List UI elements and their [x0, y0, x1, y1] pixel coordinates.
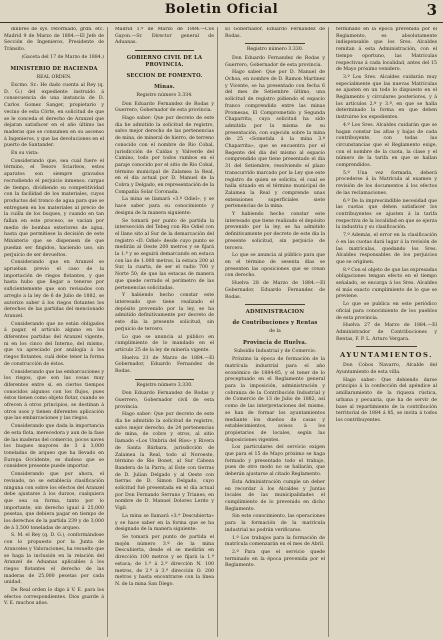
subheading: de la — [269, 329, 281, 335]
subheading: Registro número 3.330. — [136, 382, 193, 388]
paragraph: 1.º Los trabajos para la formación de matrícula comenzarán en el mes de Abril. — [225, 535, 325, 548]
paragraph: Considerando que las embarcaciones y los riegos, que son las cosas muy diferentes entre sí, en ciertos tiempos conocidos algunos con los flujos, pues éstos tienen como objeto flotar, cuando se ofrecen á otros principios, se destinan á otros usos y tienen diferentes aplicación que las embarcaciones y las riegos. — [4, 369, 104, 422]
paragraph: Hago saber: Que por decreto de este dia he admitido la solicitud de registro, salvo mejor derecho de las pertenencias de mina, de mineral de hierro, de terreno conocido con el nombre de Rio Cobal, jurisdicción de Caldas y Valverde del Camino, todo por todos rumbos en el paraje conocido por el sitio de Rio Cobal, término municipal de Zalamea la Real, en el dia actual por D. Manuel de la Cobra y Delgado, en representación de la Compañía Solar Coronada. — [115, 116, 214, 195]
paragraph: Hago saber: Que por D. Manuel de Ochoa, en nombre de D. Ramon Martinez y Vicente, se ha presentado con fecha 6 del mes de Setiembre último, una solicitud de registro pidiendo el espacio franco comprendido entre las minas Promesas, El Comprometido y Segunda Chaparrita; cuya solicitud ha sido admitida por la misma de su presentación, con sujeción sobre la mina de 25 «Sometida á la mina 3.º Chaparrita», que se encuentra por el Regente del dia del mismo al espacio comprendido que tiene presentado el dia 31 del Setiembre, resolviendo el plazo transcurrido marcado por la Ley que este registro de quien se solicita, el cual se halla situado en el término municipal de Zalamea la Real y comprende unas extensiones superficiales siete pertenencias de la mina. — [225, 70, 325, 210]
paragraph: Huelva 21 de Marzo de 1884.—El Gobernador, Eduardo Fernandez de Rodas. — [115, 355, 214, 375]
paragraph: Considerando que en Aranzel se aprueban previo el caso de la importación de riegos flotantes, y que hasta hubo que llegar a tenerse por suficientemente que son revisados con arreglo a la ley de 6 de Julio de 1882, se autorizo saber á los riegos flotantes los derechos de las partidas del mencionado Aranzel. — [4, 260, 104, 319]
section-heading: ADMINISTRACION — [245, 309, 305, 316]
paragraph: terminado en la época prevenida por el Reglamento, es absolutamente indispensable que los Sres. Alcaldes remitan á esta Administración, con el tiempo oportuno, las Matrículas respectivas á cada localidad, antes del 15 de Mayo próximo venidero. — [336, 27, 437, 73]
divider-rule — [356, 346, 417, 347]
column-4 — [336, 27, 440, 637]
section-heading: SECCION DE FOMENTO. — [126, 73, 203, 80]
paragraph: S. M. el Rey (q. D. G.), conformándose con lo propuesto por la Junta de Aranceles y Valoraciones, ha resuelto que se haga la inclusión en la relación del Aranzel de Aduanas aplicables á los riegos flotantes el derecho de las maderas de 25,000 pesetas por cada unidad. — [4, 533, 104, 586]
paragraph: Considerando que, sea cual fuere el término, el Tesoro Sciarleos, estos aparatos son siempre gravados recrudiendo el perjuicio inmenso, cargas de tiempo, dividiendo su competitividad con la facilidad de los materiales, cuyos productos del tronco de agua para que se entreguen en los materiales al precio de la cuilla de los buques, y cuando en tan fallan en este proceso, se vacian por medio de bombas exteriores de agua, hasta que permitiese la decisión de este Ministerio que se dispensen de que puedan ser fingidos, haciendo uso, sin perjuicio de ser devueltos. — [4, 158, 104, 258]
paragraph: Próximo la época de formación de la matrícula industrial para el año económico de 1884-85, y el tener de lo preceptuado en el Reglamento general para la imposición, administración y cobranza de la Contribución Industrial y de Comercio de 13 de Julio de 1882, así como de las interpretaciones del mismo, se han de formar los ayuntamientos mediante los dueños de casas y establecimientos, avisos á los propietarios de locales, según las disposiciones vigentes. — [225, 357, 325, 443]
subheading: Registro número 3.334. — [136, 93, 193, 99]
paragraph: El Gobernador, Eduardo Fernandez de Rodas. — [225, 27, 325, 39]
paragraph: 5.º Una vez formada, deberá procederse á la Matrícula al examen y revisión de los documentos á los efectos de las reclamaciones. — [336, 170, 437, 196]
paragraph: Sin este conocimiento, las operaciones para la formación de la matrícula industrial no podrán verificarse. — [225, 514, 325, 533]
paragraph: Se tomará por punto de partida la intersección del Tebeg con Rio Odiel con el llano sito al Sur de la demarcación del registro «D. Odiel» desde cuyo punto se medirán al Oeste 200 metros y se fijará la 1.ª y se seguirá demarcando en estaca con las de 1.000 metros, la estaca 200 al Sur, la cuarta, de ser el radio 700 y Norte 50; de que las estacas de manera que quede cerrado el perímetro de las pertenencias solicitadas. — [115, 218, 214, 291]
publication-title: Boletin Oficial — [164, 2, 279, 17]
paragraph: Y habiendo hecho constar este interesado que tiene realizado el depósito prevenido por la ley, se ha admitido definitivamente por decreto de este dia la presente solicitud, sin perjuicio de tercero. — [225, 212, 325, 251]
paragraph: Huelva 28 de Marzo de 1884.—El Gobernador, Eduardo Fernandez de Rodas. — [225, 281, 325, 300]
subheading: Subsidio Industrial y de Comercio. — [233, 348, 317, 354]
column-2 — [115, 27, 218, 637]
paragraph: La mina se llamará «3.º Odiel», y se hace saber para su conocimiento y designa de la manera siguiente: — [115, 197, 214, 216]
divider-rule — [245, 43, 305, 44]
paragraph: Se tomará por punto de partida el mojón número 3.º de la mina Descubierta, desde el se medirán en dirección 100 metros y se fijará la 1.ª estaca; de 1.ª á 2.ª dirección N. 100 metros, de 2.ª á 3.ª dirección O. 200 metros y hasta encontrarse con la linea N. de la mina San Diego. — [115, 535, 214, 587]
subheading: Registro número 3.330. — [246, 47, 304, 53]
paragraph: De Real orden lo digo á V. E. para los efectos correspondientes. Dios guarde á V. E. muchos años. — [4, 588, 104, 607]
masthead — [0, 0, 443, 23]
page-number: 3 — [426, 1, 437, 19]
paragraph: Hago saber: Que debiendo darse principio á la confección del apéndice al amillaramiento de la riqueza rústica, urbana y pecuaria, que ha de servir de base al repartimiento de la contribución territorial de 1884 á 85, se invita á todos los contribuyentes. — [336, 377, 437, 423]
paragraph: Lo que se anuncia al público para que en el término de sesenta días se presenten las oposiciones que se crean con derecho. — [225, 253, 325, 279]
section-heading: Provincia de Huelva. — [242, 339, 307, 346]
paragraph: Excmo. Sr.: He dado cuenta al Rey (q. D. G.) del expediente instruido á consecuencia de una instancia de D. Carlos Gomez Sanger, propietario y vecino de esta Córte, en solicitud de que se le conceda el derecho de Aranzel que dejaran satisfacer en el año último las maderas que se consumen en su ascenso á Ingenieros, y que las devoluciones en el puerto de Santander. — [4, 83, 104, 149]
section-heading: de Contribuciones y Rentas — [232, 320, 318, 327]
paragraph: Don Eduardo Fernandez de Rodas y Guerrero, Gobernador de esta provincia. — [115, 101, 214, 114]
paragraph: 7.º Además, el error en la clasificación ó en las cuotas dará lugar á la revisión de las matrículas, quedando los Sres. Alcaldes responsables de los perjuicios que se originen. — [336, 233, 437, 265]
section-heading: Minas. — [154, 84, 175, 91]
paragraph: La mina se llamará «3.ª Descubierta» y se hace saber en la forma que se ha designado de la manera siguiente: — [115, 513, 214, 533]
paragraph: dinbres de sys. reformado, grdn. etc. Madrid 9 de Marzo de 1884.—El Jefe de Sección de Ingenieros, Presidente de Tránsito. — [4, 27, 104, 53]
article-columns — [4, 27, 441, 637]
divider-rule — [245, 304, 305, 305]
paragraph: Considerando que por ahora, el revisado, no se establecía clasificación ninguna con sobre los efectos del Aranzel debe ajustarse á los durzos, cualquiera que sea su forma, tanto por lo importante, sin derecho igual á 25,000 pesetas, que debiera pagar en tiempo de los derechos de la partida 239 y de 3,000 de á 3,500 toneladas de arqueo. — [4, 472, 104, 531]
section-heading: GOBIERNO CIVIL DE LA PROVINCIA. — [126, 55, 203, 69]
paragraph: Y habiendo hecho constar este interesado que tiene realizado el depósito prevenido por la ley, se ha admitido definitivamente por decreto de este dia la presente solicitud, sin perjuicio de tercero. — [115, 293, 214, 332]
section-title: AYUNTAMIENTOS. — [340, 351, 433, 360]
paragraph: 3.º Los Sres. Alcaldes cuidarán muy especialmente que las nuevas Matrículas se ajusten en un todo lo dispuesto en el Reglamento y circulares posteriores, y á los artículos 2.º y 3.º, en que se halla determinado la forma en que deben instruirse los expedientes. — [336, 74, 437, 121]
paragraph: Considerando que dada la importancia de esta flota, merecedora y aun de la fase de las maderas del comercio, pocos naves los buques mayores de 3 á 3,000 toneladas de arqueo que ha llevado en Europa Occidente, es dudoso que se considere presente puede importar. — [4, 424, 104, 470]
paragraph: Don Eduardo Fernandez de Rodas y Guerrero, Gobernador de esta provincia. — [225, 55, 325, 68]
paragraph: Los particulares del servicio exigen que para el 15 de Mayo próximo se haga formado y presentado todo el trabajo, pues de otro modo no se hallarán, que deberán ajustarse al citado Reglamento. — [225, 445, 325, 478]
paragraph: 8.º Con el objeto de que las expresadas obligaciones tengan efecto en el tiempo señalado, se encarga á los Sres. Alcaldes el más exacto cumplimiento de lo que se previene. — [336, 267, 437, 300]
paragraph: Hago saber: Que por decreto de este dia he admitido la solicitud de registro, salvo mejor derecho, de 24 pertenencias de mina, de cobre y otros, al sitio llamado «Los Umbria del Ríos» y Rivera de Santa Bárbara, jurisdicción de Zalamea la Real, todo al Noroeste, término de Rio Bonet, al Sur Cabeza Bandera de la Parra; al Este con tierras de D. Julian Delgado y al Oeste con tierras de D. Simon Delgado, cuyo solicitud fué presentada en el día actual por Don Fernando Serrano y Trianes, en nombre de D. Manuel Dolores Lerdo y Vigil. — [115, 412, 214, 512]
divider-rule — [135, 50, 194, 51]
paragraph: Don Cobos Navarro, Alcalde del Ayuntamiento de esta villa. — [336, 363, 437, 376]
paragraph: Lo que se anuncia al público en cumplimiento de lo mandado en el artículo 25 de la ley de minería vigente. — [115, 334, 214, 353]
paragraph: En su vista: — [11, 151, 39, 157]
column-1 — [4, 27, 108, 637]
paragraph: Lo que se publica en este periódico oficial para conocimiento de los pueblos de esta provincia. — [336, 302, 437, 321]
paragraph: Madrid 1.º de Marzo de 1884.—Cos Gayon.—Sr. Director general de Aduanas. — [115, 27, 214, 46]
column-3 — [225, 27, 329, 637]
section-heading: MINISTERIO DE HACIENDA — [10, 65, 98, 72]
subheading: REAL ORDEN. — [36, 74, 72, 80]
paragraph: 4.º Los Sres. Alcaldes cuidarán que se hagan constar las altas y bajas de cada contribuyente, con todas las circunstancias que el Reglamento exige, con el nombre de la cuota, la clase y el número de la tarifa en que se hallan comprendidos. — [336, 122, 437, 169]
paragraph: Esta Administración cumple un deber en recordar á los Alcaldes y Juntas locales de las municipalidades el cumplimiento de lo prevenido en dicho Reglamento. — [225, 479, 325, 512]
paragraph: Huelva 27 de Marzo de 1884.—El Administrador de Contribuciones y Rentas, F. P. L. Arturo Vergara. — [336, 323, 437, 342]
paragraph: 6.º De la imprescindible necesidad que las cuotas que deben satisfacer los contribuyentes se ajusten á la tarifa respectiva de la localidad en que se ejerza la industria y su clasificación. — [336, 198, 437, 231]
divider-rule — [135, 379, 194, 380]
signature-line: (Gaceta del 17 de Marzo de 1884.) — [21, 54, 104, 60]
paragraph: Considerando que no están obligados á pagar, el artículo alguno en los diferentes partidas del Aranzel vigente, ni en los cinco del Interno, del mismo, que va apreciado por análogía á los riegos flotantes, cuál debe tener la forma de construcción de éstos. — [4, 321, 104, 367]
paragraph: Don Eduardo Fernandez de Rodas y Guerrero, Gobernador civil de esta provincia. — [115, 391, 214, 410]
paragraph: 2.º Para que el servicio quede terminado en la época prevenida por el Reglamento. — [225, 549, 325, 569]
